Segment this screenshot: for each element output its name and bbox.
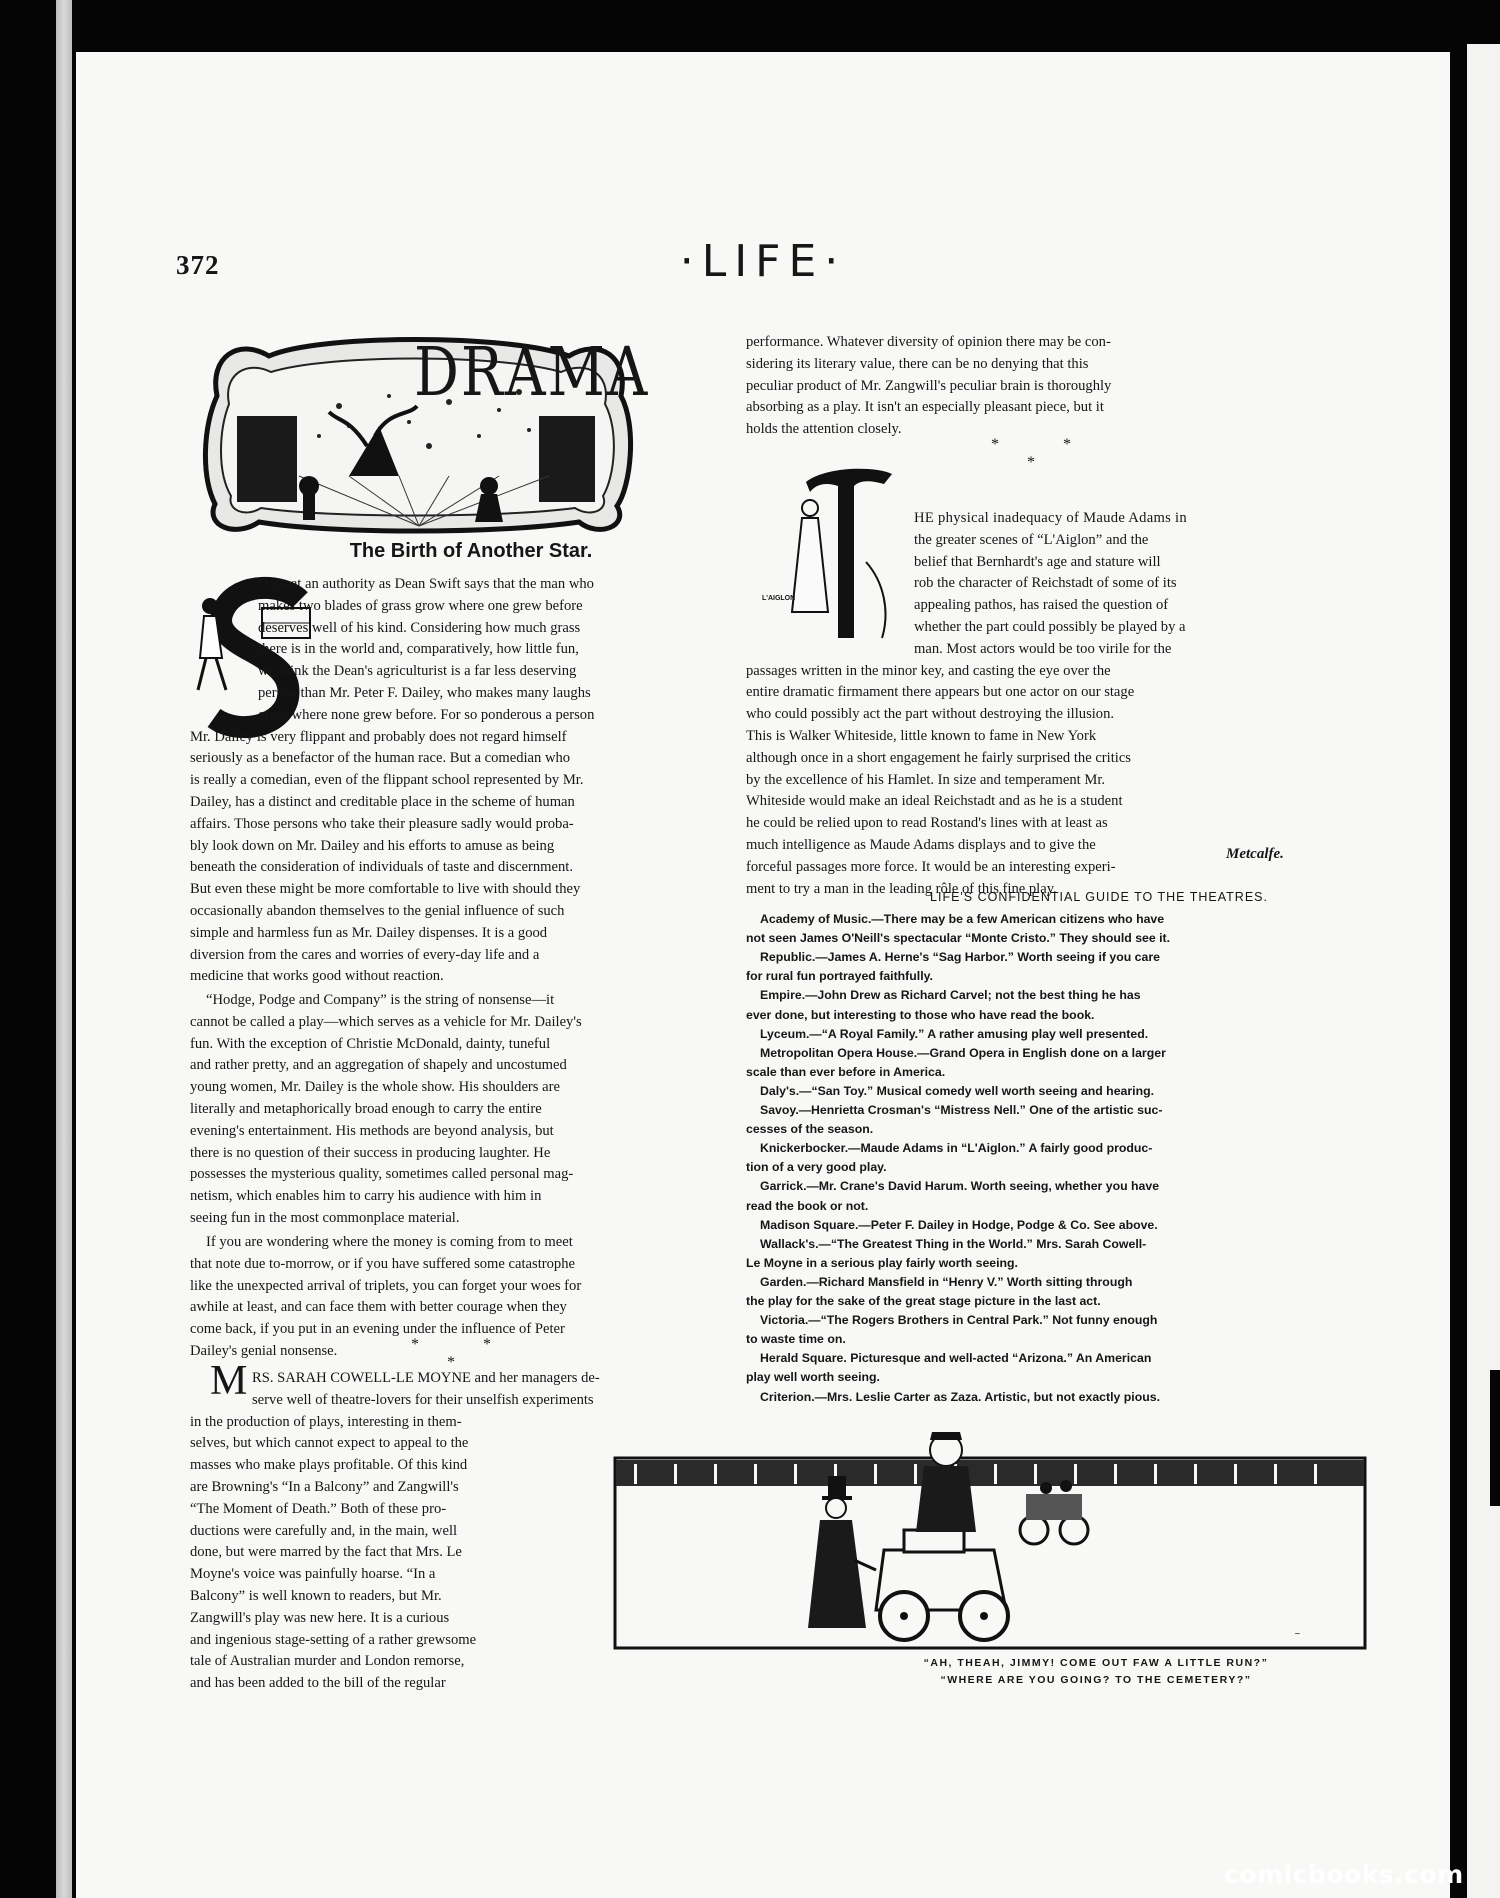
article1-para1-line: But even these might be more comfortable to live with should they <box>190 881 581 898</box>
article1-para1-line: there is in the world and, comparatively, how little fun, <box>258 641 579 658</box>
article3-text-line: much intelligence as Maude Adams displays and to give the <box>746 837 1096 853</box>
article3-text-line: who could possibly act the part without destroying the illusion. <box>746 706 1115 723</box>
article1-para2-line: seeing fun in the most commonplace material. <box>190 1210 460 1226</box>
guide-text-line: Wallack's.—“The Greatest Thing in the World.” Mrs. Sarah Cowell- <box>760 1236 1147 1251</box>
article2-text-line: RS. SARAH COWELL-LE MOYNE and her managers de- <box>252 1370 600 1386</box>
initial-m: M <box>210 1358 248 1404</box>
cartoon-caption-line-2: “WHERE ARE YOU GOING? TO THE CEMETERY?” <box>940 1674 1252 1686</box>
article1-para1-line: Mr. Dailey is very flippant and probably does not regard himself <box>190 728 567 745</box>
article2-continuation-line: sidering its literary value, there can be no denying that this <box>746 355 1089 372</box>
guide-text-line: the play for the sake of the great stage picture in the last act. <box>746 1294 1101 1308</box>
article1-para2-line: and rather pretty, and an aggregation of shapely and uncostumed <box>190 1057 567 1074</box>
article3-text-line: by the excellence of his Hamlet. In size and temperament Mr. <box>746 771 1106 788</box>
article1-para1-line: O great an authority as Dean Swift says that the man who <box>258 576 594 592</box>
article-headline: The Birth of Another Star. <box>349 540 593 562</box>
cartoon-caption <box>816 1655 1376 1689</box>
article2-continuation-line: holds the attention closely. <box>746 421 902 438</box>
article3-text-line: although once in a short engagement he fairly surprised the critics <box>746 749 1131 766</box>
cartoon-caption-line-1: “AH, THEAH, JIMMY! COME OUT FAW A LITTLE RUN?” <box>923 1657 1269 1669</box>
article3-text-line: This is Walker Whiteside, little known to fame in New York <box>746 728 1097 744</box>
article3-text-line: Whiteside would make an ideal Reichstadt and as he is a student <box>746 793 1123 810</box>
guide-text-line: Academy of Music.—There may be a few American citizens who have <box>760 912 1165 926</box>
guide-text-line: tion of a very good play. <box>746 1160 887 1175</box>
svg-text:~: ~ <box>1294 1629 1301 1638</box>
article2-text-line: tale of Australian murder and London remorse, <box>190 1653 465 1670</box>
guide-title: LIFE'S CONFIDENTIAL GUIDE TO THE THEATRES. <box>930 890 1268 904</box>
facing-page-tab <box>1490 1370 1500 1506</box>
article1-para1-line: simple and harmless fun as Mr. Dailey dispenses. It is a good <box>190 924 548 941</box>
guide-text-line: read the book or not. <box>746 1198 869 1213</box>
drama-banner-title: DRAMA <box>414 334 650 412</box>
guide-text-line: Garrick.—Mr. Crane's David Harum. Worth seeing, whether you have <box>760 1179 1160 1194</box>
article3-text-line: ment to try a man in the leading rôle of this fine play. <box>746 880 1057 897</box>
page-number: 372 <box>176 250 220 280</box>
article3-text-line: HE physical inadequacy of Maude Adams in <box>914 510 1187 526</box>
article3-text-line: entire dramatic firmament there appears but one actor on our stage <box>746 684 1135 701</box>
masthead: ·LIFE· <box>679 236 847 287</box>
guide-text-line: play well worth seeing. <box>746 1370 880 1385</box>
article1-para1-line: diversion from the cares and worries of every-day life and a <box>190 946 540 963</box>
signature: Metcalfe. <box>1226 846 1284 862</box>
article1-para2-line: netism, which enables him to carry his audience with him in <box>190 1188 542 1205</box>
guide-text-line: Lyceum.—“A Royal Family.” A rather amusing play well presented. <box>760 1026 1149 1041</box>
article1-para1-line: is really a comedian, even of the flippant school represented by Mr. <box>190 772 584 789</box>
article2-continuation-line: absorbing as a play. It isn't an especially pleasant piece, but it <box>746 399 1104 416</box>
stage-curtain-left <box>237 416 297 502</box>
article1-para3-line: come back, if you put in an evening under the influence of Peter <box>190 1321 565 1338</box>
article1-para2-line: there is no question of their success in producing laughter. He <box>190 1144 551 1161</box>
article1-para2-line: possesses the mysterious quality, sometimes called personal mag- <box>190 1166 574 1183</box>
article1-para1-line: deserves well of his kind. Considering how much grass <box>258 619 581 636</box>
guide-text-line: to waste time on. <box>746 1332 846 1347</box>
guide-text-line: Savoy.—Henrietta Crosman's “Mistress Nell.” One of the artistic suc- <box>760 1103 1163 1117</box>
article1-para2-line: literally and metaphorically broad enough to carry the entire <box>190 1101 542 1117</box>
article1-para1-line: person than Mr. Peter F. Dailey, who makes many laughs <box>258 685 591 701</box>
guide-text-line: cesses of the season. <box>746 1122 874 1137</box>
article1-para1-line: occasionally abandon themselves to the genial influence of such <box>190 903 565 919</box>
guide-text-line: Garden.—Richard Mansfield in “Henry V.” Worth sitting through <box>760 1274 1133 1289</box>
article3-text-line: the greater scenes of “L'Aiglon” and the <box>914 531 1149 548</box>
article1-para1-line: bly look down on Mr. Dailey and his efforts to amuse as being <box>190 837 555 854</box>
article2-text-line: in the production of plays, interesting in them- <box>190 1413 462 1430</box>
article2-text-line: masses who make plays profitable. Of this kind <box>190 1457 468 1474</box>
guide-text-line: ever done, but interesting to those who have read the book. <box>746 1007 1095 1022</box>
article3-text-line: appealing pathos, has raised the question of <box>914 597 1169 614</box>
guide-text-line: Le Moyne in a serious play fairly worth seeing. <box>746 1255 1018 1270</box>
article1-para3-line: that note due to-morrow, or if you have suffered some catastrophe <box>190 1255 575 1272</box>
magazine-page <box>76 52 1450 1898</box>
article2-text-line: selves, but which cannot expect to appeal to the <box>190 1435 469 1452</box>
guide-text-line: Victoria.—“The Rogers Brothers in Central Park.” Not funny enough <box>760 1313 1158 1328</box>
article2-text-line: are Browning's “In a Balcony” and Zangwill's <box>190 1479 459 1495</box>
guide-text-line: Knickerbocker.—Maude Adams in “L'Aiglon.” A fairly good produc- <box>760 1141 1153 1156</box>
guide-text-line: Criterion.—Mrs. Leslie Carter as Zaza. Artistic, but not exactly pious. <box>760 1389 1160 1404</box>
article3-text-line: passages written in the minor key, and casting the eye over the <box>746 662 1111 679</box>
section-separator-2: * * * <box>991 436 1101 471</box>
guide-text-line: Madison Square.—Peter F. Dailey in Hodge, Podge & Co. See above. <box>760 1217 1158 1232</box>
article1-para1-line: seriously as a benefactor of the human race. But a comedian who <box>190 750 571 767</box>
guide-text-line: Republic.—James A. Herne's “Sag Harbor.” Worth seeing if you care <box>760 950 1160 965</box>
stage-curtain-right <box>539 416 595 502</box>
article1-para2-line: fun. With the exception of Christie McDonald, dainty, tuneful <box>190 1035 551 1052</box>
article2-text-line: ductions were carefully and, in the main, well <box>190 1522 458 1539</box>
article1-para1-line: beneath the consideration of individuals of taste and discernment. <box>190 859 573 876</box>
article2-text-line: Moyne's voice was painfully hoarse. “In a <box>190 1566 436 1583</box>
article2-text-line: “The Moment of Death.” Both of these pro- <box>190 1500 447 1517</box>
guide-text-line: Metropolitan Opera House.—Grand Opera in English done on a larger <box>760 1045 1166 1060</box>
article3-text-line: he could be relied upon to read Rostand's lines with at least as <box>746 815 1108 832</box>
article2-text-line: done, but were marred by the fact that Mrs. Le <box>190 1544 462 1561</box>
section-separator-1: * * * <box>411 1336 521 1371</box>
guide-text-line: Daly's.—“San Toy.” Musical comedy well worth seeing and hearing. <box>760 1083 1155 1098</box>
article2-text-line: and ingenious stage-setting of a rather grewsome <box>190 1631 477 1648</box>
article1-para1-line: Dailey, has a distinct and creditable place in the scheme of human <box>190 794 575 810</box>
article1-para1-line: affairs. Those persons who take their pleasure sadly would proba- <box>190 815 574 832</box>
article3-text-line: whether the part could possibly be played by a <box>914 619 1186 635</box>
article1-para1-line: we think the Dean's agriculturist is a far less deserving <box>258 663 577 680</box>
article3-text-line: man. Most actors would be too virile for the <box>914 640 1172 657</box>
guide-text-line: Herald Square. Picturesque and well-acted “Arizona.” An American <box>760 1351 1152 1366</box>
article1-para2-line: evening's entertainment. His methods are beyond analysis, but <box>190 1122 554 1139</box>
article1-para2-line: young women, Mr. Dailey is the whole show. His shoulders are <box>190 1079 560 1096</box>
article2-continuation-line: performance. Whatever diversity of opinion there may be con- <box>746 334 1111 350</box>
guide-text-line: scale than ever before in America. <box>746 1064 946 1079</box>
article1-para1-line: grow where none grew before. For so ponderous a person <box>258 706 595 723</box>
article2-text-line: serve well of theatre-lovers for their unselfish experiments <box>252 1391 594 1408</box>
article2-text-line: and has been added to the bill of the regular <box>190 1675 446 1692</box>
guide-text-line: Empire.—John Drew as Richard Carvel; not the best thing he has <box>760 988 1141 1003</box>
article2-continuation-line: peculiar product of Mr. Zangwill's peculiar brain is thoroughly <box>746 377 1112 394</box>
article3-text-line: rob the character of Reichstadt of some of its <box>914 575 1177 592</box>
article2-text-line: Zangwill's play was new here. It is a curious <box>190 1609 450 1626</box>
article1-para3-line: awhile at least, and can face them with better courage when they <box>190 1299 567 1316</box>
page-edge <box>56 0 72 1898</box>
facing-page-edge <box>1467 44 1500 1898</box>
article1-para3-line: If you are wondering where the money is coming from to meet <box>206 1234 573 1250</box>
article1-para3-line: like the unexpected arrival of triplets, you can forget your woes for <box>190 1277 582 1294</box>
article2-text-line: Balcony” is well known to readers, but Mr. <box>190 1588 442 1604</box>
site-watermark: comicbooks.com <box>1224 1860 1464 1889</box>
article3-text-line: belief that Bernhardt's age and stature will <box>914 553 1161 570</box>
article1-para3-line: Dailey's genial nonsense. <box>190 1343 338 1359</box>
guide-text-line: for rural fun portrayed faithfully. <box>746 969 933 984</box>
article1-para1-line: makes two blades of grass grow where one grew before <box>258 597 583 614</box>
article1-para1-line: medicine that works good without reaction. <box>190 968 444 985</box>
chauffeur <box>916 1432 976 1532</box>
initial-t-caption: L'AIGLON <box>762 595 796 602</box>
article3-text-line: forceful passages more force. It would be an interesting experi- <box>746 858 1116 875</box>
article1-para2-line: cannot be called a play—which serves as a vehicle for Mr. Dailey's <box>190 1013 582 1030</box>
article1-para2-line: “Hodge, Podge and Company” is the string of nonsense—it <box>206 992 555 1008</box>
guide-text-line: not seen James O'Neill's spectacular “Monte Cristo.” They should see it. <box>746 931 1171 946</box>
